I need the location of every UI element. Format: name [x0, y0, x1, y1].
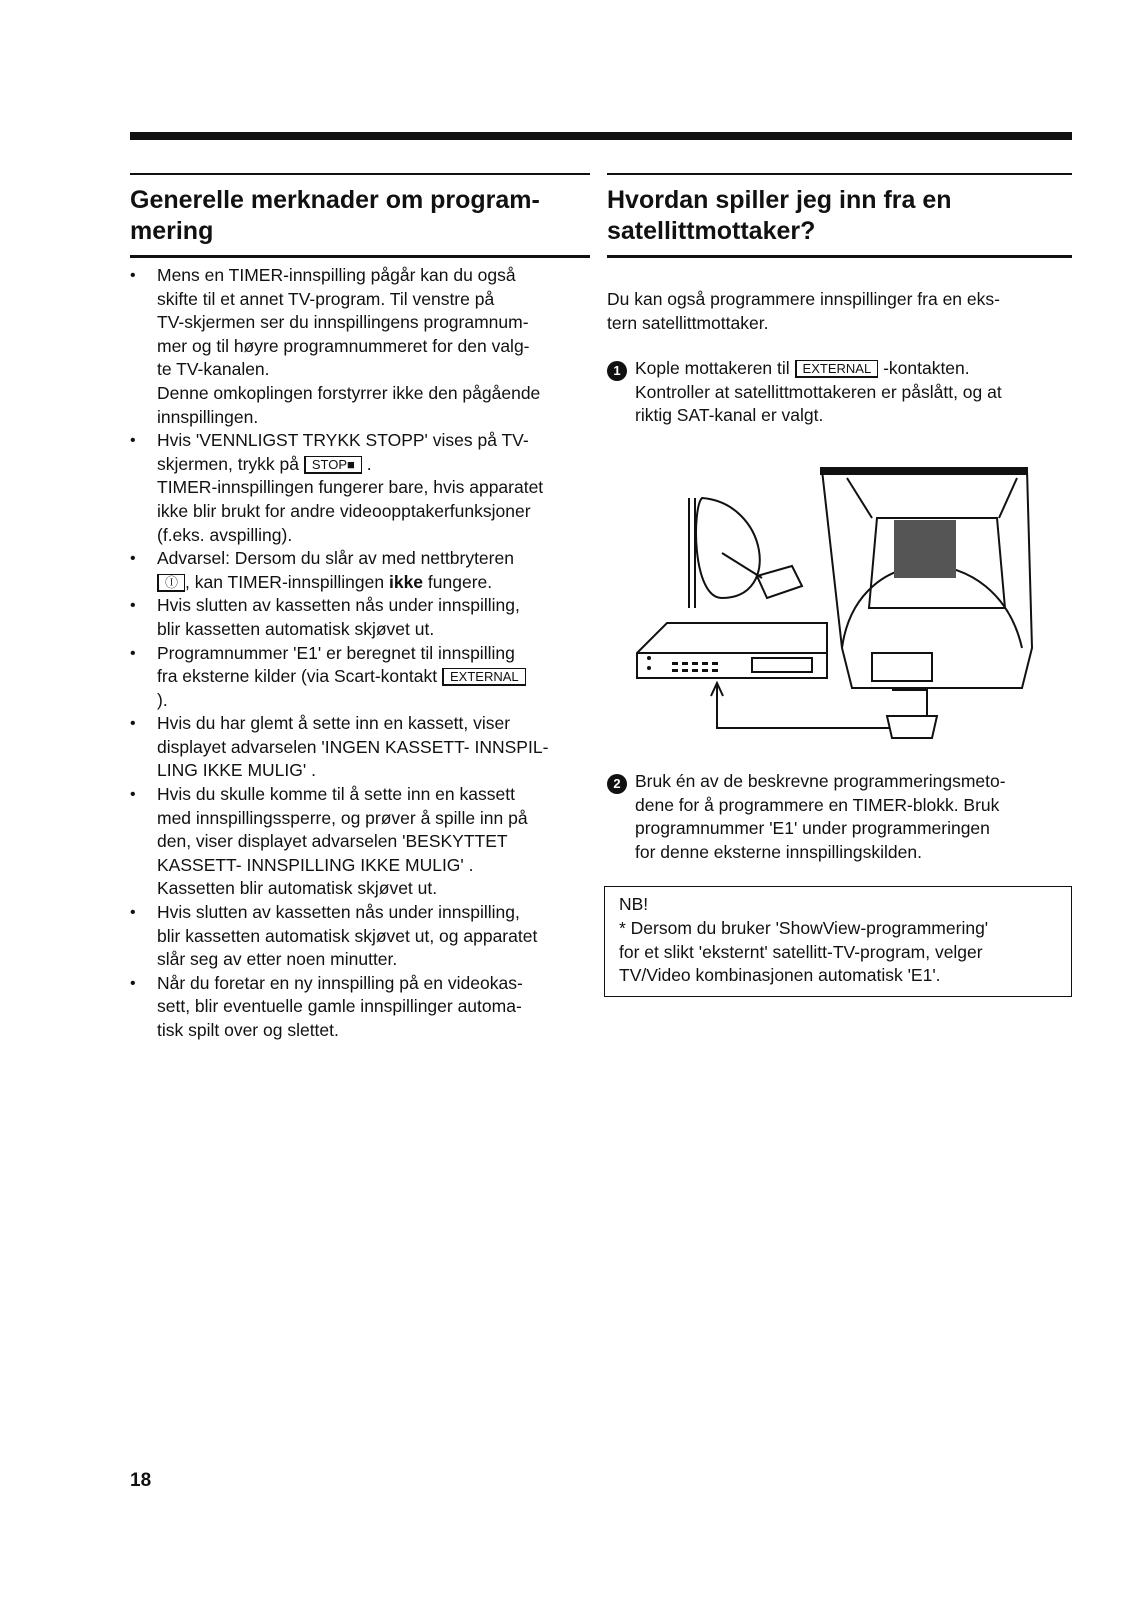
tv-set-icon — [822, 470, 1032, 688]
list-item: • Hvis du har glemt å sette inn en kassett, viser displayet advarselen 'INGEN KASSETT- INNSPIL- LING IKKE MULIG' . — [130, 712, 590, 783]
heading-top-rule — [130, 173, 590, 175]
right-column — [607, 173, 1072, 997]
satellite-dish-icon — [696, 498, 760, 598]
scart-cable-icon — [717, 683, 892, 728]
satellite-tv-diagram — [607, 458, 1047, 748]
power-key-label: Ⓘ — [157, 574, 185, 592]
list-item: • Advarsel: Dersom du slår av med nettbryteren Ⓘ , kan TIMER-innspillingen ikke fungere. — [130, 547, 590, 594]
step-number-2-icon: 2 — [607, 774, 627, 794]
page-number: 18 — [130, 1470, 152, 1491]
top-rule — [130, 132, 1072, 140]
step-2: 2 Bruk én av de beskrevne programmeringsmeto- dene for å programmere en TIMER-blokk. Bruk programnummer 'E1' under programmeringen for denne eksterne innspillingskilden. — [607, 770, 1072, 864]
left-heading: Generelle merknader om program- mering — [130, 186, 540, 245]
heading-top-rule — [607, 173, 1072, 175]
step-1: 1 Kople mottakeren til EXTERNAL -kontakten. Kontroller at satellittmottakeren er påslått, og at riktig SAT-kanal er valgt. — [607, 357, 1072, 428]
stop-key-label: STOP■ — [304, 456, 362, 474]
list-item: • Programnummer 'E1' er beregnet til innspilling fra eksterne kilder (via Scart-kontakt EXTERNAL ). — [130, 642, 590, 713]
satellite-receiver-icon — [637, 623, 827, 678]
external-key-label: EXTERNAL — [442, 668, 526, 686]
list-item: • Hvis du skulle komme til å sette inn en kassett med innspillingssperre, og prøver å spille inn på den, viser displayet advarselen 'BESKYTTET KASSETT- INNSPILLING IKKE MULIG' . Kassetten blir automatisk skjøvet ut. — [130, 783, 590, 901]
note-title: NB! — [619, 894, 649, 915]
external-key-label: EXTERNAL — [795, 360, 879, 378]
satellite-connection-illustration — [607, 458, 1072, 748]
list-item: • Når du foretar en ny innspilling på en videokas- sett, blir eventuelle gamle innspillinger automa- tisk spilt over og slettet. — [130, 972, 590, 1043]
heading-bottom-rule — [130, 255, 590, 258]
intro-text: Du kan også programmere innspillinger fra en eks- tern satellittmottaker. — [607, 289, 1000, 333]
note-box: NB! * Dersom du bruker 'ShowView-programmering' for et slikt 'eksternt' satellitt-TV-program, velger TV/Video kombinasjonen automatisk 'E1'. — [604, 886, 1072, 996]
list-item: • Mens en TIMER-innspilling pågår kan du også skifte til et annet TV-program. Til venstre på TV-skjermen ser du innspillingens programnum- mer og til høyre programnummeret for den valg- te TV-kanalen. Denne omkoplingen forstyrrer ikke den pågående innspillingen. — [130, 264, 590, 429]
heading-bottom-rule — [607, 255, 1072, 258]
list-item: • Hvis 'VENNLIGST TRYKK STOPP' vises på TV- skjermen, trykk på STOP■ . TIMER-innspillingen fungerer bare, hvis apparatet ikke blir brukt for andre videoopptakerfunksjoner (f.eks. avspilling). — [130, 429, 590, 547]
right-heading: Hvordan spiller jeg inn fra en satellittmottaker? — [607, 186, 952, 245]
list-item: • Hvis slutten av kassetten nås under innspilling, blir kassetten automatisk skjøvet ut. — [130, 594, 590, 641]
notes-list — [130, 264, 590, 1043]
step-number-1-icon: 1 — [607, 361, 627, 381]
left-column — [130, 173, 590, 1043]
list-item: • Hvis slutten av kassetten nås under innspilling, blir kassetten automatisk skjøvet ut, og apparatet slår seg av etter noen minutter. — [130, 901, 590, 972]
